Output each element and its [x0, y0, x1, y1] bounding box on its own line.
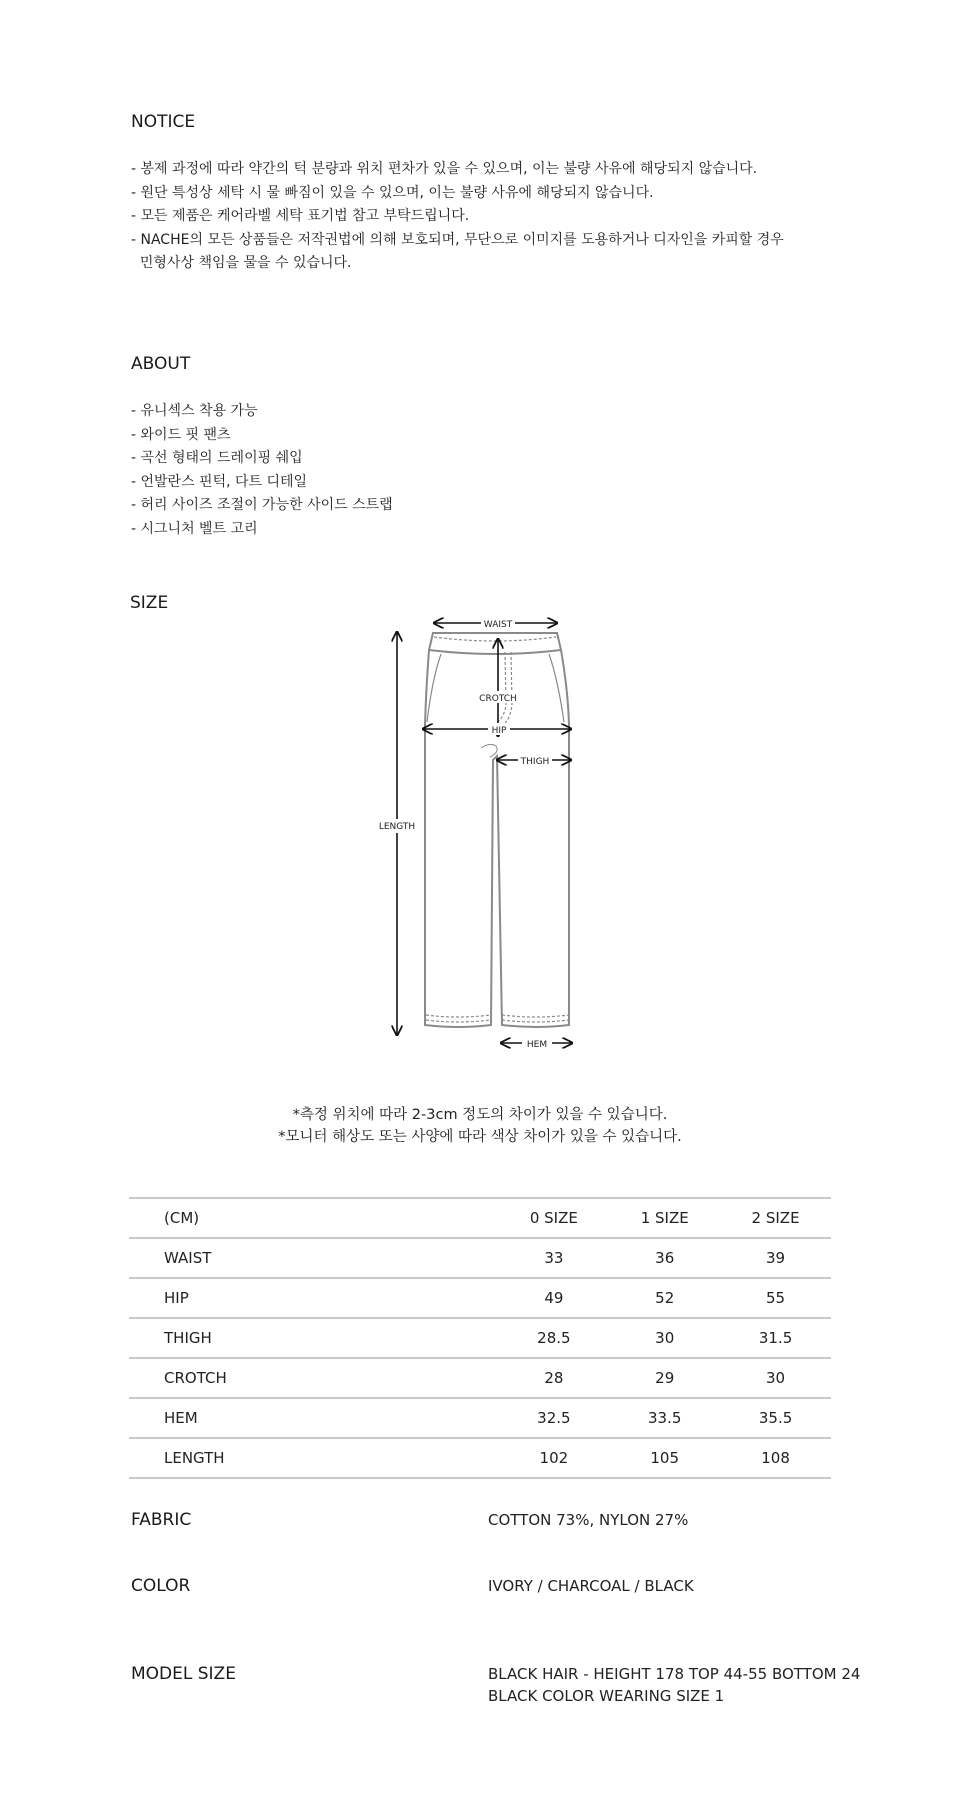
- notice-line: - 모든 제품은 케어라벨 세탁 표기법 참고 부탁드립니다.: [131, 208, 470, 224]
- table-header-cell: (CM): [129, 1198, 369, 1238]
- size-table: [129, 1197, 831, 1479]
- table-cell: 29: [609, 1358, 720, 1398]
- notice-line: - 원단 특성상 세탁 시 물 빠짐이 있을 수 있으며, 이는 불량 사유에 해당되지 않습니다.: [131, 184, 654, 201]
- table-cell: 30: [720, 1358, 831, 1398]
- table-cell: 28.5: [498, 1318, 609, 1358]
- fabric-label: FABRIC: [131, 1510, 192, 1530]
- size-note: *측정 위치에 따라 2-3cm 정도의 차이가 있을 수 있습니다.: [292, 1107, 668, 1123]
- notice-line: - NACHE의 모든 상품들은 저작권법에 의해 보호되며, 무단으로 이미지를 도용하거나 디자인을 카피할 경우: [131, 231, 784, 248]
- table-cell: 108: [720, 1438, 831, 1478]
- notice-line: 민형사상 책임을 물을 수 있습니다.: [131, 255, 352, 271]
- model-size-label: MODEL SIZE: [131, 1664, 236, 1684]
- table-row: [129, 1398, 831, 1438]
- table-row: [129, 1318, 831, 1358]
- hem-label: HEM: [526, 1040, 548, 1050]
- table-cell: THIGH: [129, 1318, 369, 1358]
- table-cell: WAIST: [129, 1238, 369, 1278]
- table-header-cell: 1 SIZE: [609, 1198, 720, 1238]
- table-cell: CROTCH: [129, 1358, 369, 1398]
- table-header-row: [129, 1198, 831, 1238]
- table-cell: 30: [609, 1318, 720, 1358]
- about-title: ABOUT: [131, 354, 191, 374]
- table-cell: HEM: [129, 1398, 369, 1438]
- color-label: COLOR: [131, 1576, 191, 1596]
- model-size-value: [488, 1663, 860, 1707]
- table-cell: HIP: [129, 1278, 369, 1318]
- about-line: - 허리 사이즈 조절이 가능한 사이드 스트랩: [131, 497, 393, 513]
- notice-line: - 봉제 과정에 따라 약간의 턱 분량과 위치 편차가 있을 수 있으며, 이는 불량 사유에 해당되지 않습니다.: [131, 161, 758, 177]
- fabric-value: COTTON 73%, NYLON 27%: [488, 1511, 689, 1529]
- table-cell: 35.5: [720, 1398, 831, 1438]
- table-cell: 49: [498, 1278, 609, 1318]
- table-row: [129, 1358, 831, 1398]
- table-cell: 52: [609, 1278, 720, 1318]
- model-size-line: BLACK COLOR WEARING SIZE 1: [488, 1687, 725, 1705]
- waist-label: WAIST: [483, 620, 513, 630]
- about-line: - 언발란스 핀턱, 다트 디테일: [131, 473, 308, 490]
- table-cell: 33: [498, 1238, 609, 1278]
- size-notes: [0, 1104, 960, 1148]
- model-size-line: BLACK HAIR - HEIGHT 178 TOP 44-55 BOTTOM 24: [488, 1665, 861, 1683]
- measure-arrows: [397, 623, 571, 1043]
- about-line: - 곡선 형태의 드레이핑 쉐입: [131, 450, 303, 466]
- table-cell: 39: [720, 1238, 831, 1278]
- about-line: - 시그니처 벨트 고리: [131, 520, 258, 537]
- length-label: LENGTH: [378, 822, 416, 832]
- notice-title: NOTICE: [131, 112, 196, 132]
- size-title: SIZE: [130, 593, 169, 613]
- thigh-label: THIGH: [520, 757, 550, 767]
- table-cell: 33.5: [609, 1398, 720, 1438]
- crotch-label: CROTCH: [479, 694, 517, 704]
- about-line: - 와이드 핏 팬츠: [131, 426, 231, 443]
- hip-label: HIP: [491, 726, 507, 736]
- color-value: IVORY / CHARCOAL / BLACK: [488, 1577, 694, 1595]
- size-note: *모니터 해상도 또는 사양에 따라 색상 차이가 있을 수 있습니다.: [278, 1129, 682, 1145]
- table-header-cell: 2 SIZE: [720, 1198, 831, 1238]
- about-line: - 유니섹스 착용 가능: [131, 403, 258, 419]
- table-cell: LENGTH: [129, 1438, 369, 1478]
- table-cell: 31.5: [720, 1318, 831, 1358]
- table-cell: 28: [498, 1358, 609, 1398]
- table-header-cell: 0 SIZE: [498, 1198, 609, 1238]
- table-row: [129, 1238, 831, 1278]
- table-row: [129, 1438, 831, 1478]
- table-row: [129, 1278, 831, 1318]
- table-cell: 32.5: [498, 1398, 609, 1438]
- table-cell: 36: [609, 1238, 720, 1278]
- table-cell: 102: [498, 1438, 609, 1478]
- table-cell: 55: [720, 1278, 831, 1318]
- table-cell: 105: [609, 1438, 720, 1478]
